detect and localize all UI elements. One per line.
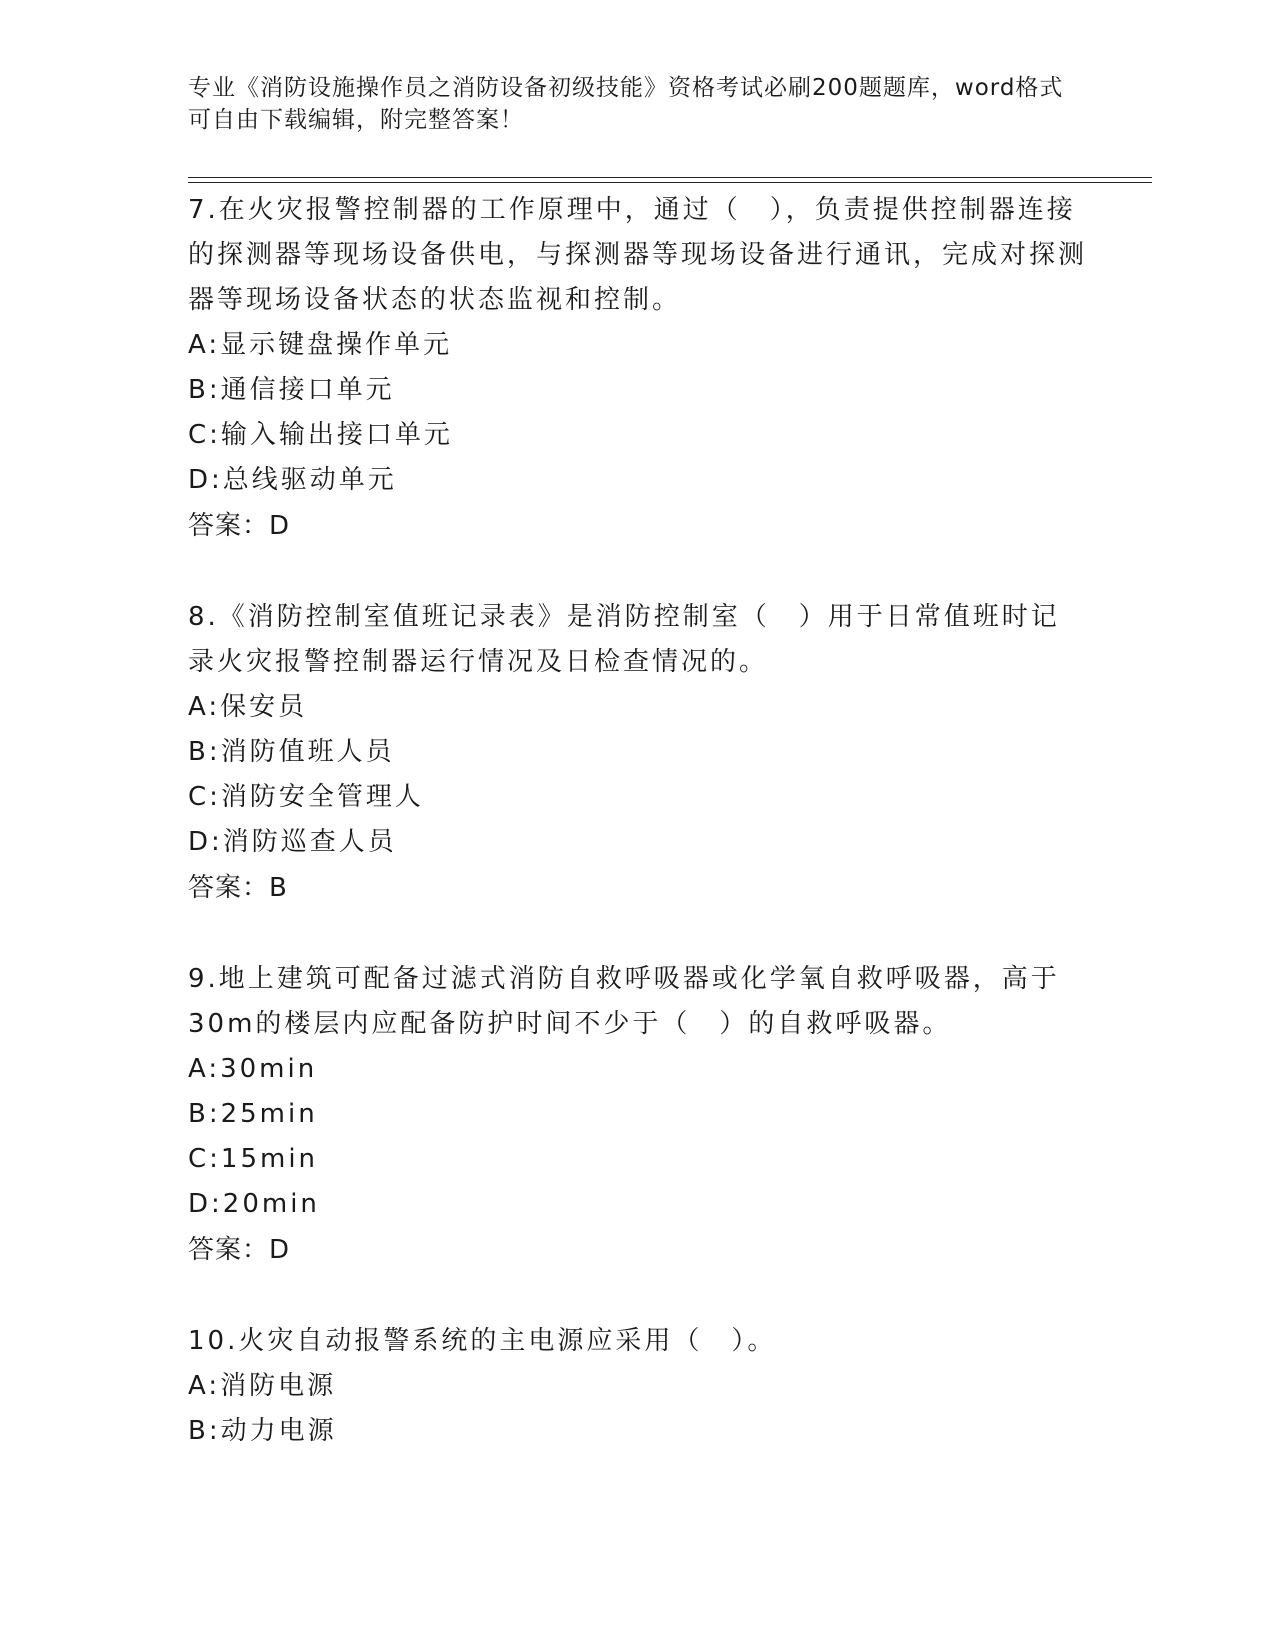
question-text: 8.《消防控制室值班记录表》是消防控制室（ ）用于日常值班时记录火灾报警控制器运行情况及日检查情况的。	[188, 602, 1060, 677]
option-b: B:25min	[188, 1099, 318, 1129]
option-b: B:消防值班人员	[188, 737, 395, 767]
question-text: 7.在火灾报警控制器的工作原理中，通过（ ），负责提供控制器连接的探测器等现场设备供电，与探测器等现场设备进行通讯，完成对探测器等现场设备状态的状态监视和控制。	[188, 195, 1088, 315]
option-a: A:30min	[188, 1054, 318, 1084]
option-c: C:15min	[188, 1144, 319, 1174]
option-b: B:动力电源	[188, 1416, 337, 1446]
question-9	[188, 957, 1088, 1273]
option-d: D:消防巡查人员	[188, 827, 397, 857]
option-c: C:输入输出接口单元	[188, 420, 453, 450]
question-7	[188, 188, 1088, 549]
option-d: D:总线驱动单元	[188, 465, 397, 495]
header-divider-top	[188, 177, 1152, 178]
option-c: C:消防安全管理人	[188, 782, 424, 812]
option-a: A:保安员	[188, 692, 308, 722]
question-8	[188, 595, 1088, 911]
option-b: B:通信接口单元	[188, 375, 395, 405]
question-text: 10.火灾自动报警系统的主电源应采用（ ）。	[188, 1326, 777, 1356]
header-divider-bottom	[188, 182, 1152, 183]
option-a: A:显示键盘操作单元	[188, 330, 453, 360]
question-text: 9.地上建筑可配备过滤式消防自救呼吸器或化学氧自救呼吸器，高于30m的楼层内应配备防护时间不少于（ ）的自救呼吸器。	[188, 964, 1060, 1039]
option-d: D:20min	[188, 1189, 320, 1219]
option-a: A:消防电源	[188, 1371, 337, 1401]
question-10	[188, 1319, 1088, 1454]
answer-line: 答案：D	[188, 1235, 291, 1265]
answer-line: 答案：D	[188, 511, 291, 541]
answer-line: 答案：B	[188, 873, 288, 903]
question-list	[188, 188, 1088, 1500]
document-header: 专业《消防设施操作员之消防设备初级技能》资格考试必刷200题题库，word格式可自由下载编辑，附完整答案！	[188, 75, 1064, 133]
